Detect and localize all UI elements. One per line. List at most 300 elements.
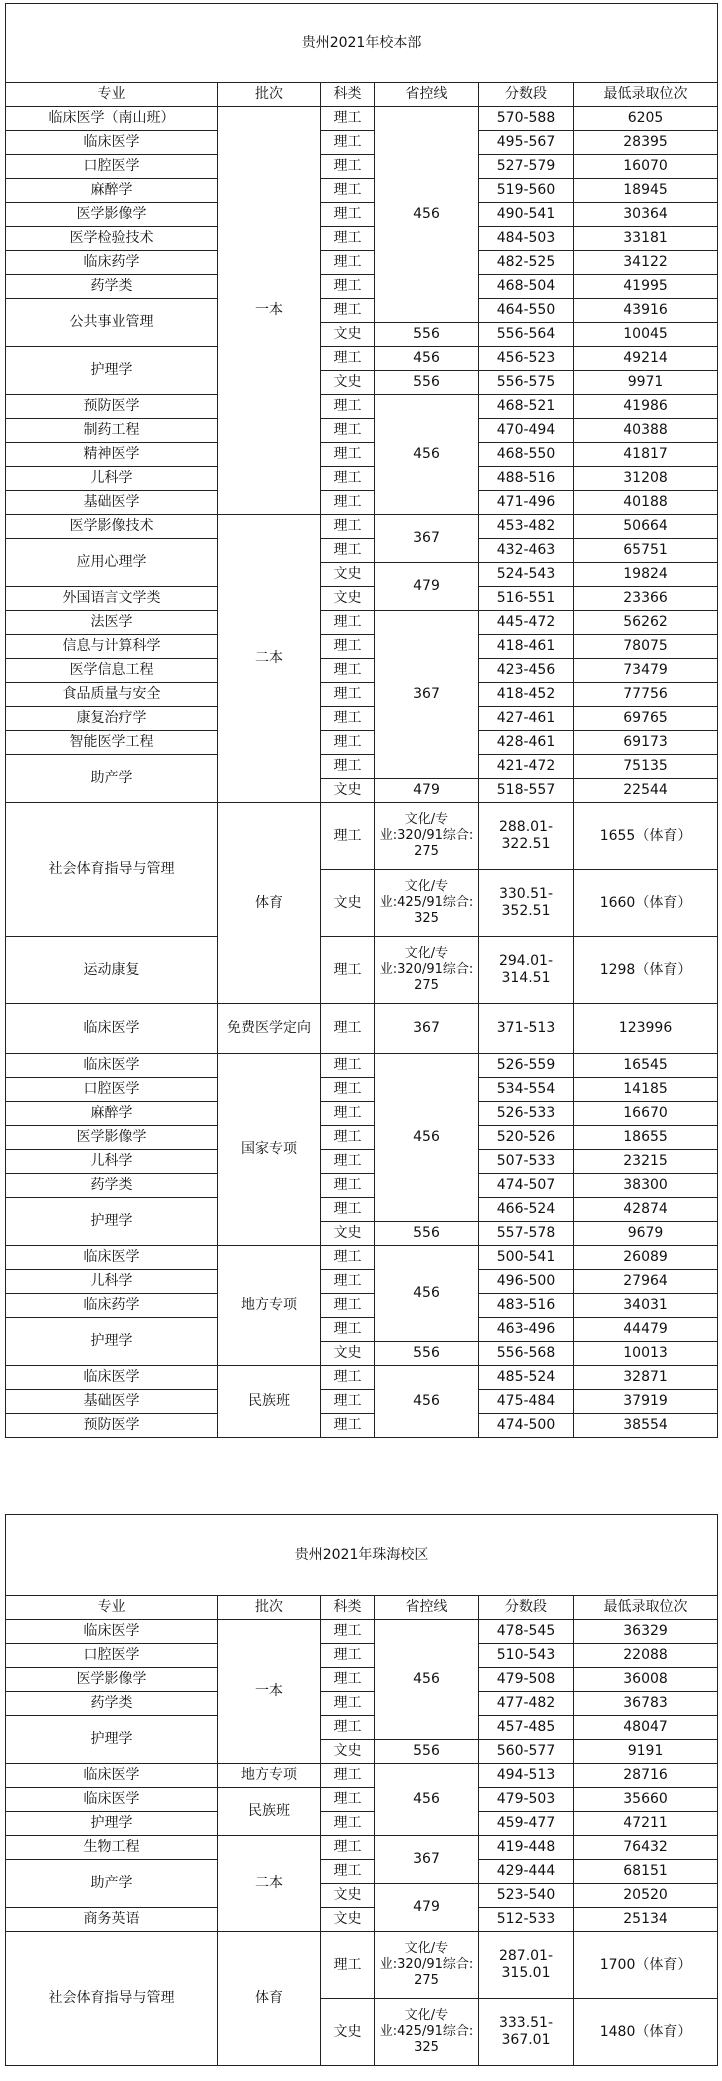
cell-min-rank: 76432 [574,1836,718,1860]
cell-major: 药学类 [6,1692,218,1716]
cell-subject: 理工 [321,1644,375,1668]
cell-major: 社会体育指导与管理 [6,803,218,937]
cell-major: 口腔医学 [6,155,218,179]
cell-score-range: 488-516 [479,467,574,491]
cell-score-range: 507-533 [479,1150,574,1174]
header-subject: 科类 [321,83,375,107]
cell-score-range: 482-525 [479,251,574,275]
cell-score-range: 477-482 [479,1692,574,1716]
table-row [6,635,718,659]
cell-score-range: 371-513 [479,1004,574,1054]
cell-control-line: 367 [375,611,479,779]
cell-major: 临床医学 [6,1246,218,1270]
cell-major: 医学信息工程 [6,659,218,683]
cell-min-rank: 10045 [574,323,718,347]
cell-control-line: 479 [375,779,479,803]
table-row [6,1764,718,1788]
cell-min-rank: 20520 [574,1884,718,1908]
cell-score-range: 468-550 [479,443,574,467]
cell-min-rank: 18945 [574,179,718,203]
table-row [6,395,718,419]
cell-score-range: 470-494 [479,419,574,443]
table-row [6,1390,718,1414]
cell-major: 临床医学 [6,131,218,155]
table-row [6,731,718,755]
cell-major: 临床医学 [6,1054,218,1078]
cell-batch: 体育 [218,803,321,1004]
cell-min-rank: 41817 [574,443,718,467]
cell-min-rank: 42874 [574,1198,718,1222]
cell-control-line: 456 [375,347,479,371]
cell-min-rank: 78075 [574,635,718,659]
cell-min-rank: 9679 [574,1222,718,1246]
cell-control-line: 456 [375,107,479,323]
cell-min-rank: 9191 [574,1740,718,1764]
cell-major: 口腔医学 [6,1078,218,1102]
cell-batch: 地方专项 [218,1764,321,1788]
cell-min-rank: 47211 [574,1812,718,1836]
cell-subject: 理工 [321,299,375,323]
cell-major: 护理学 [6,1716,218,1764]
cell-subject: 理工 [321,203,375,227]
cell-score-range: 520-526 [479,1126,574,1150]
cell-control-line: 456 [375,1764,479,1836]
table-zhuhai-campus [5,1514,718,2066]
cell-control-line: 556 [375,323,479,347]
cell-min-rank: 26089 [574,1246,718,1270]
table-row [6,1932,718,1999]
cell-subject: 理工 [321,1788,375,1812]
cell-subject: 理工 [321,659,375,683]
cell-score-range: 471-496 [479,491,574,515]
cell-batch: 免费医学定向 [218,1004,321,1054]
cell-major: 商务英语 [6,1908,218,1932]
table-row [6,1836,718,1860]
cell-score-range: 432-463 [479,539,574,563]
cell-score-range: 478-545 [479,1620,574,1644]
cell-score-range: 474-507 [479,1174,574,1198]
cell-score-range: 474-500 [479,1414,574,1438]
cell-major: 医学影像学 [6,203,218,227]
cell-major: 护理学 [6,347,218,395]
header-row [6,83,718,107]
cell-min-rank: 44479 [574,1318,718,1342]
cell-score-range: 288.01-322.51 [479,803,574,870]
table-title: 贵州2021年校本部 [6,4,718,83]
cell-min-rank: 1660（体育） [574,870,718,937]
header-major: 专业 [6,1596,218,1620]
cell-subject: 理工 [321,1174,375,1198]
cell-batch: 一本 [218,107,321,515]
cell-subject: 理工 [321,1318,375,1342]
table-row [6,131,718,155]
table-row [6,1812,718,1836]
cell-min-rank: 49214 [574,347,718,371]
cell-major: 儿科学 [6,1270,218,1294]
cell-score-range: 445-472 [479,611,574,635]
cell-min-rank: 19824 [574,563,718,587]
table-row [6,659,718,683]
table-main-campus [5,3,718,1438]
cell-score-range: 524-543 [479,563,574,587]
cell-min-rank: 30364 [574,203,718,227]
cell-major: 法医学 [6,611,218,635]
cell-min-rank: 56262 [574,611,718,635]
table-row [6,347,718,371]
table-row [6,1150,718,1174]
table-row [6,1294,718,1318]
cell-min-rank: 77756 [574,683,718,707]
cell-min-rank: 40388 [574,419,718,443]
cell-score-range: 560-577 [479,1740,574,1764]
cell-min-rank: 36008 [574,1668,718,1692]
cell-min-rank: 32871 [574,1366,718,1390]
cell-subject: 理工 [321,1246,375,1270]
table-row [6,683,718,707]
cell-score-range: 466-524 [479,1198,574,1222]
cell-min-rank: 48047 [574,1716,718,1740]
cell-min-rank: 35660 [574,1788,718,1812]
cell-major: 临床药学 [6,1294,218,1318]
cell-control-line: 367 [375,1004,479,1054]
cell-min-rank: 123996 [574,1004,718,1054]
cell-subject: 理工 [321,1198,375,1222]
cell-major: 口腔医学 [6,1644,218,1668]
cell-score-range: 429-444 [479,1860,574,1884]
cell-min-rank: 34122 [574,251,718,275]
cell-min-rank: 6205 [574,107,718,131]
cell-min-rank: 68151 [574,1860,718,1884]
cell-major: 麻醉学 [6,179,218,203]
cell-control-line: 文化/专业:320/91综合: 275 [375,1932,479,1999]
table-row [6,937,718,1004]
cell-control-line: 556 [375,371,479,395]
cell-major: 精神医学 [6,443,218,467]
cell-control-line: 文化/专业:425/91综合: 325 [375,1999,479,2066]
cell-major: 制药工程 [6,419,218,443]
cell-subject: 理工 [321,635,375,659]
cell-subject: 理工 [321,515,375,539]
cell-score-range: 456-523 [479,347,574,371]
cell-min-rank: 28716 [574,1764,718,1788]
cell-subject: 文史 [321,323,375,347]
cell-min-rank: 16545 [574,1054,718,1078]
cell-min-rank: 41986 [574,395,718,419]
cell-control-line: 479 [375,1884,479,1932]
cell-control-line: 文化/专业:320/91综合: 275 [375,803,479,870]
cell-subject: 理工 [321,251,375,275]
header-major: 专业 [6,83,218,107]
cell-control-line: 文化/专业:320/91综合: 275 [375,937,479,1004]
cell-min-rank: 38554 [574,1414,718,1438]
cell-control-line: 367 [375,1836,479,1884]
cell-score-range: 495-567 [479,131,574,155]
cell-major: 外国语言文学类 [6,587,218,611]
cell-major: 儿科学 [6,1150,218,1174]
cell-score-range: 418-461 [479,635,574,659]
cell-batch: 二本 [218,515,321,803]
cell-major: 食品质量与安全 [6,683,218,707]
table-row [6,707,718,731]
cell-min-rank: 1655（体育） [574,803,718,870]
cell-subject: 理工 [321,1270,375,1294]
cell-subject: 理工 [321,539,375,563]
table-row [6,1246,718,1270]
cell-subject: 理工 [321,443,375,467]
cell-subject: 理工 [321,1150,375,1174]
cell-subject: 理工 [321,1414,375,1438]
cell-score-range: 526-559 [479,1054,574,1078]
cell-score-range: 534-554 [479,1078,574,1102]
cell-subject: 理工 [321,155,375,179]
cell-subject: 理工 [321,347,375,371]
cell-min-rank: 75135 [574,755,718,779]
header-batch: 批次 [218,83,321,107]
cell-subject: 理工 [321,131,375,155]
table-row [6,1126,718,1150]
cell-subject: 文史 [321,870,375,937]
cell-major: 应用心理学 [6,539,218,587]
cell-min-rank: 1700（体育） [574,1932,718,1999]
cell-subject: 理工 [321,227,375,251]
cell-control-line: 456 [375,395,479,515]
cell-subject: 理工 [321,1668,375,1692]
cell-major: 助产学 [6,755,218,803]
cell-subject: 理工 [321,683,375,707]
cell-min-rank: 22544 [574,779,718,803]
cell-min-rank: 50664 [574,515,718,539]
cell-major: 预防医学 [6,1414,218,1438]
cell-min-rank: 23366 [574,587,718,611]
cell-score-range: 496-500 [479,1270,574,1294]
cell-score-range: 483-516 [479,1294,574,1318]
cell-score-range: 527-579 [479,155,574,179]
cell-major: 生物工程 [6,1836,218,1860]
cell-min-rank: 18655 [574,1126,718,1150]
table-row [6,251,718,275]
cell-control-line: 文化/专业:425/91综合: 325 [375,870,479,937]
cell-subject: 理工 [321,803,375,870]
cell-major: 临床医学 [6,1004,218,1054]
cell-subject: 文史 [321,563,375,587]
table-row [6,1788,718,1812]
cell-subject: 文史 [321,1999,375,2066]
cell-control-line: 367 [375,515,479,563]
cell-min-rank: 23215 [574,1150,718,1174]
cell-major: 麻醉学 [6,1102,218,1126]
table-row [6,155,718,179]
cell-control-line: 456 [375,1366,479,1438]
cell-min-rank: 22088 [574,1644,718,1668]
cell-major: 运动康复 [6,937,218,1004]
cell-subject: 理工 [321,937,375,1004]
cell-min-rank: 43916 [574,299,718,323]
table-row [6,179,718,203]
table-row [6,1692,718,1716]
table-row [6,1668,718,1692]
cell-score-range: 294.01-314.51 [479,937,574,1004]
header-score-range: 分数段 [479,1596,574,1620]
cell-major: 护理学 [6,1318,218,1366]
table-row [6,1716,718,1740]
cell-subject: 理工 [321,611,375,635]
cell-subject: 理工 [321,467,375,491]
table-title: 贵州2021年珠海校区 [6,1515,718,1596]
cell-score-range: 330.51-352.51 [479,870,574,937]
cell-batch: 民族班 [218,1788,321,1836]
cell-score-range: 423-456 [479,659,574,683]
cell-major: 医学影像技术 [6,515,218,539]
cell-score-range: 428-461 [479,731,574,755]
cell-major: 药学类 [6,275,218,299]
table-row [6,1644,718,1668]
table-row [6,1318,718,1342]
cell-subject: 理工 [321,107,375,131]
cell-major: 社会体育指导与管理 [6,1932,218,2066]
cell-subject: 理工 [321,395,375,419]
cell-subject: 文史 [321,1740,375,1764]
table-row [6,203,718,227]
cell-score-range: 512-533 [479,1908,574,1932]
cell-min-rank: 16070 [574,155,718,179]
header-row [6,1596,718,1620]
cell-score-range: 519-560 [479,179,574,203]
cell-batch: 体育 [218,1932,321,2066]
table-row [6,1004,718,1054]
table-row [6,803,718,870]
cell-score-range: 457-485 [479,1716,574,1740]
cell-score-range: 556-568 [479,1342,574,1366]
cell-major: 康复治疗学 [6,707,218,731]
table-row [6,1198,718,1222]
cell-min-rank: 69765 [574,707,718,731]
cell-subject: 理工 [321,1716,375,1740]
cell-subject: 文史 [321,779,375,803]
cell-subject: 理工 [321,1004,375,1054]
table-row [6,1366,718,1390]
table-row [6,299,718,323]
cell-min-rank: 34031 [574,1294,718,1318]
cell-batch: 一本 [218,1620,321,1764]
cell-major: 临床医学 [6,1788,218,1812]
cell-score-range: 570-588 [479,107,574,131]
cell-score-range: 453-482 [479,515,574,539]
cell-major: 临床医学（南山班） [6,107,218,131]
table-row [6,1078,718,1102]
cell-score-range: 464-550 [479,299,574,323]
cell-major: 医学影像学 [6,1668,218,1692]
cell-score-range: 510-543 [479,1644,574,1668]
cell-score-range: 419-448 [479,1836,574,1860]
cell-major: 助产学 [6,1860,218,1908]
cell-batch: 国家专项 [218,1054,321,1246]
cell-subject: 文史 [321,371,375,395]
cell-min-rank: 38300 [574,1174,718,1198]
cell-score-range: 427-461 [479,707,574,731]
cell-subject: 文史 [321,1884,375,1908]
cell-major: 临床医学 [6,1764,218,1788]
cell-score-range: 418-452 [479,683,574,707]
cell-major: 临床医学 [6,1366,218,1390]
table-row [6,1102,718,1126]
table-row [6,1054,718,1078]
cell-min-rank: 33181 [574,227,718,251]
cell-score-range: 287.01-315.01 [479,1932,574,1999]
cell-major: 儿科学 [6,467,218,491]
cell-subject: 理工 [321,1366,375,1390]
cell-min-rank: 73479 [574,659,718,683]
table-row [6,1414,718,1438]
header-min-rank: 最低录取位次 [574,1596,718,1620]
cell-subject: 理工 [321,419,375,443]
cell-score-range: 479-503 [479,1788,574,1812]
cell-score-range: 516-551 [479,587,574,611]
cell-score-range: 468-521 [479,395,574,419]
cell-min-rank: 36783 [574,1692,718,1716]
cell-min-rank: 1298（体育） [574,937,718,1004]
cell-subject: 理工 [321,731,375,755]
cell-subject: 理工 [321,1932,375,1999]
cell-min-rank: 27964 [574,1270,718,1294]
header-batch: 批次 [218,1596,321,1620]
cell-control-line: 456 [375,1620,479,1740]
table-row [6,275,718,299]
cell-subject: 文史 [321,587,375,611]
table-row [6,1860,718,1884]
cell-min-rank: 36329 [574,1620,718,1644]
table-row [6,227,718,251]
cell-subject: 理工 [321,1764,375,1788]
cell-subject: 文史 [321,1222,375,1246]
cell-major: 基础医学 [6,491,218,515]
cell-major: 医学影像学 [6,1126,218,1150]
cell-control-line: 556 [375,1222,479,1246]
cell-score-range: 526-533 [479,1102,574,1126]
cell-score-range: 475-484 [479,1390,574,1414]
cell-batch: 地方专项 [218,1246,321,1366]
header-control-line: 省控线 [375,1596,479,1620]
cell-subject: 理工 [321,1390,375,1414]
cell-min-rank: 1480（体育） [574,1999,718,2066]
cell-score-range: 557-578 [479,1222,574,1246]
cell-score-range: 556-564 [479,323,574,347]
cell-min-rank: 37919 [574,1390,718,1414]
cell-min-rank: 69173 [574,731,718,755]
cell-min-rank: 16670 [574,1102,718,1126]
cell-major: 公共事业管理 [6,299,218,347]
cell-min-rank: 65751 [574,539,718,563]
cell-subject: 文史 [321,1342,375,1366]
cell-score-range: 459-477 [479,1812,574,1836]
cell-min-rank: 9971 [574,371,718,395]
cell-major: 医学检验技术 [6,227,218,251]
cell-min-rank: 41995 [574,275,718,299]
cell-score-range: 468-504 [479,275,574,299]
cell-score-range: 494-513 [479,1764,574,1788]
cell-min-rank: 10013 [574,1342,718,1366]
cell-subject: 理工 [321,1102,375,1126]
cell-control-line: 479 [375,563,479,611]
cell-subject: 理工 [321,1054,375,1078]
cell-major: 临床医学 [6,1620,218,1644]
table-row [6,443,718,467]
cell-subject: 理工 [321,1812,375,1836]
table-row [6,1270,718,1294]
cell-score-range: 421-472 [479,755,574,779]
cell-batch: 二本 [218,1836,321,1932]
table-row [6,491,718,515]
cell-major: 药学类 [6,1174,218,1198]
